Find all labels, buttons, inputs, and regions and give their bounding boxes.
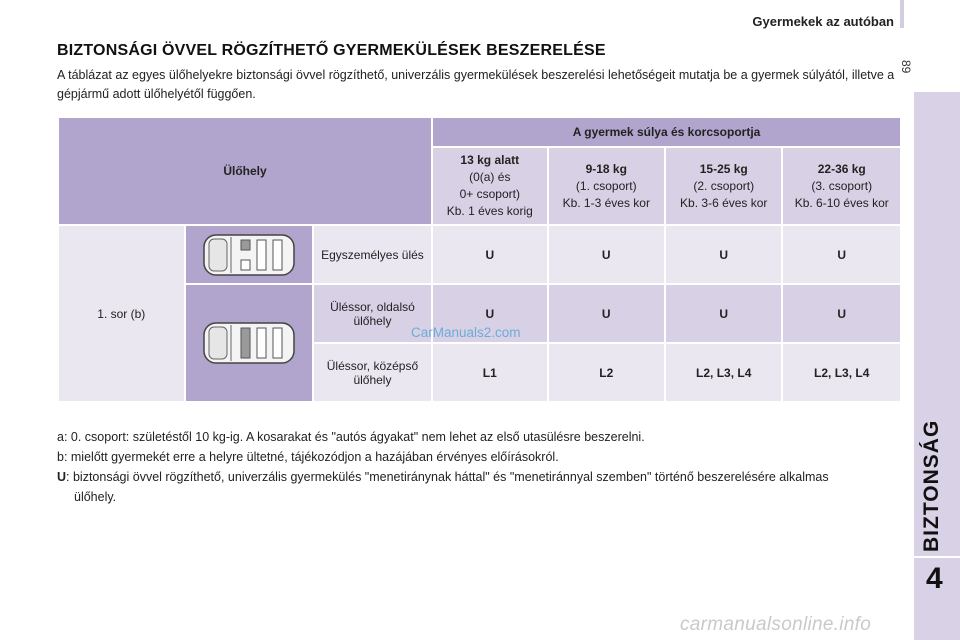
weight-group-3-group: (3. csoport) xyxy=(811,178,873,193)
value-middle-g3: L2, L3, L4 xyxy=(783,344,900,401)
footnotes xyxy=(57,428,902,508)
note-a: a: 0. csoport: születéstől 10 kg-ig. A kosarakat és "autós ágyakat" nem lehet az első utasülésre beszerelni. xyxy=(57,430,645,444)
value-side-g2: U xyxy=(666,285,781,342)
weight-group-0-weight: 13 kg alatt xyxy=(460,153,520,167)
note-u xyxy=(57,468,902,487)
intro-paragraph: A táblázat az egyes ülőhelyekre biztonsági övvel rögzíthető, univerzális gyermekülések beszerelési lehetőségeit mutatja be a gyermek súlyától, illetve a gépjármű adott ülőhelyétől függően. xyxy=(57,68,895,101)
weight-group-3 xyxy=(783,148,900,224)
weight-group-1 xyxy=(549,148,664,224)
weight-group-0-line1: (0(a) és xyxy=(469,170,511,184)
weight-group-1-age: Kb. 1-3 éves kor xyxy=(562,195,650,210)
child-seat-table xyxy=(57,116,902,403)
value-side-g3: U xyxy=(783,285,900,342)
weight-group-3-age: Kb. 6-10 éves kor xyxy=(794,195,889,210)
weight-group-3-weight: 22-36 kg xyxy=(817,161,866,176)
chapter-label: BIZTONSÁG xyxy=(920,419,943,552)
note-u-continued: ülőhely. xyxy=(74,490,117,504)
watermark-carmanualsonline: carmanualsonline.info xyxy=(680,614,872,635)
car-top-view-icon xyxy=(201,320,297,366)
weight-group-0-age: Kb. 1 éves korig xyxy=(446,204,533,218)
weight-group-0 xyxy=(433,148,547,224)
seat-single: Egyszemélyes ülés xyxy=(314,226,431,283)
page-title: BIZTONSÁGI ÖVVEL RÖGZÍTHETŐ GYERMEKÜLÉSEK BESZERELÉSE xyxy=(57,42,606,59)
chapter-divider xyxy=(914,556,960,558)
value-single-g1: U xyxy=(549,226,664,283)
car-diagram-bench xyxy=(186,285,312,401)
value-middle-g2: L2, L3, L4 xyxy=(666,344,781,401)
page-number: 89 xyxy=(899,60,913,74)
value-side-g0: U xyxy=(433,285,547,342)
seat-bench-side: Üléssor, oldalsó ülőhely xyxy=(314,285,431,342)
group-header: A gyermek súlya és korcsoportja xyxy=(433,118,900,146)
note-b: b: mielőtt gyermekét erre a helyre ültetné, tájékozódjon a hazájában érvényes előírásokról. xyxy=(57,450,559,464)
row-label: 1. sor (b) xyxy=(59,226,184,401)
note-u-text: : biztonsági övvel rögzíthető, univerzális gyermekülés "menetiránynak háttal" és "menetiránnyal szemben" történő beszerelésére alkalmas xyxy=(66,470,829,484)
value-single-g0: U xyxy=(433,226,547,283)
value-single-g3: U xyxy=(783,226,900,283)
watermark-carmanuals: CarManuals2.com xyxy=(411,325,521,340)
weight-group-2-weight: 15-25 kg xyxy=(699,161,748,176)
car-top-view-icon xyxy=(201,232,297,278)
value-middle-g1: L2 xyxy=(549,344,664,401)
weight-group-1-weight: 9-18 kg xyxy=(585,161,627,176)
weight-group-0-line2: 0+ csoport) xyxy=(459,187,520,201)
value-single-g2: U xyxy=(666,226,781,283)
header-rule xyxy=(900,0,904,28)
chapter-side-tab xyxy=(914,92,960,640)
weight-group-2 xyxy=(666,148,781,224)
seat-bench-middle: Üléssor, középső ülőhely xyxy=(314,344,431,401)
weight-group-2-group: (2. csoport) xyxy=(693,178,755,193)
weight-group-2-age: Kb. 3-6 éves kor xyxy=(680,195,768,210)
seat-header: Ülőhely xyxy=(59,118,431,224)
weight-group-1-group: (1. csoport) xyxy=(575,178,637,193)
note-u-key: U xyxy=(57,470,67,484)
section-title: Gyermekek az autóban xyxy=(752,14,894,29)
value-middle-g0: L1 xyxy=(433,344,547,401)
value-side-g1: U xyxy=(549,285,664,342)
chapter-number: 4 xyxy=(926,562,943,595)
car-diagram-single-seat xyxy=(186,226,312,283)
